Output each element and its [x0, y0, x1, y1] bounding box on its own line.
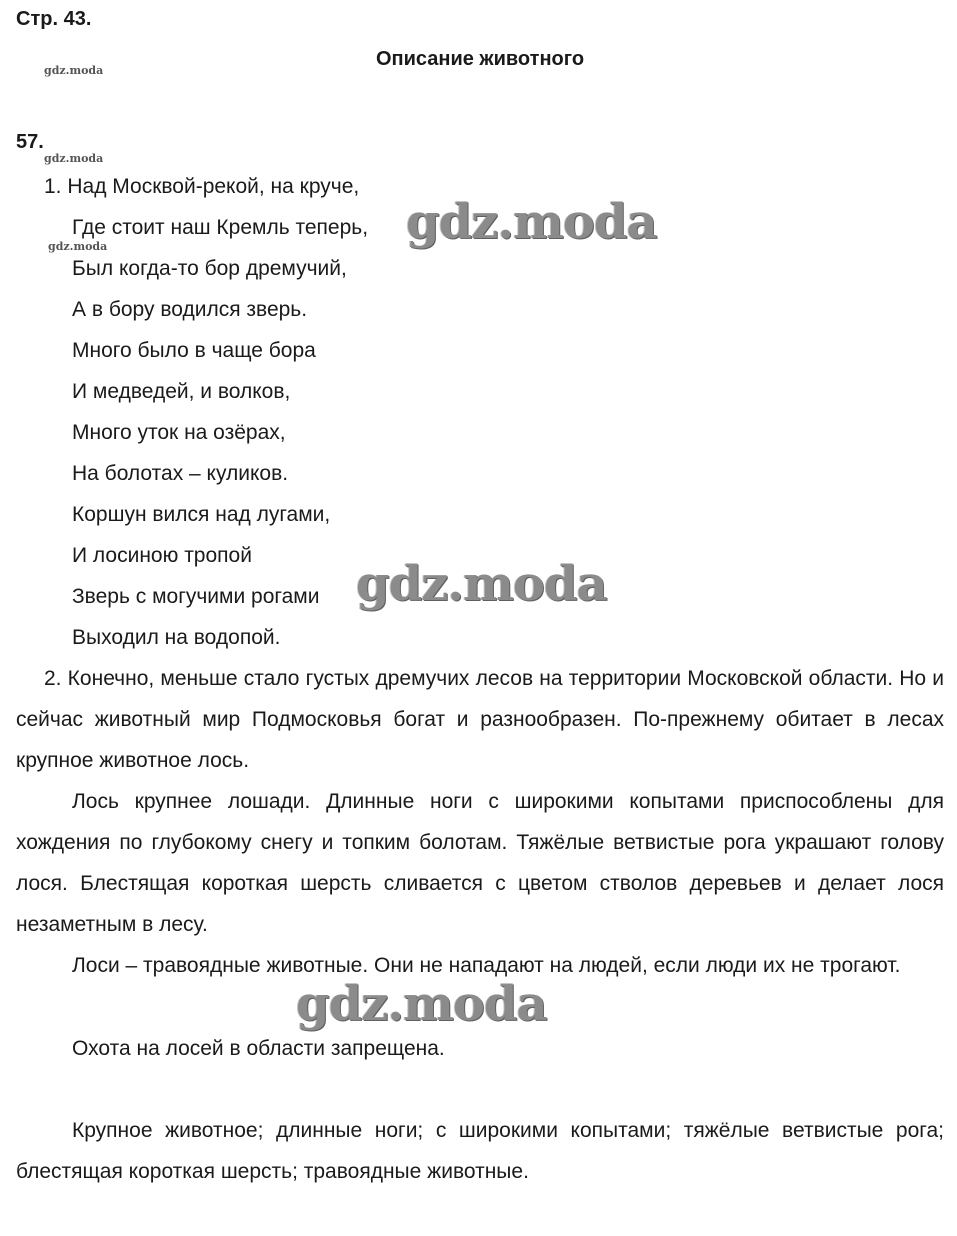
answer-summary: Крупное животное; длинные ноги; с широкими копытами; тяжёлые ветвистые рога; блестящая короткая шерсть; травоядные животные.	[16, 1119, 944, 1183]
watermark-small: gdz.moda	[44, 64, 104, 77]
watermark-small: gdz.moda	[44, 152, 104, 165]
poem-line: Много было в чаще бора	[72, 339, 316, 362]
poem-line: Был когда-то бор дремучий,	[72, 257, 347, 280]
paragraph: Лось крупнее лошади. Длинные ноги с широкими копытами приспособлены для хождения по глубокому снегу и топким болотам. Тяжёлые ветвистые рога украшают голову лося. Блестящая короткая шерсть сливается с цветом стволов деревьев и делает лося незаметным в лесу.	[16, 790, 944, 936]
page-reference: Стр. 43.	[16, 8, 92, 30]
poem-line: Где стоит наш Кремль теперь,	[72, 216, 369, 239]
poem-line: На болотах – куликов.	[72, 462, 289, 485]
poem-line: Коршун вился над лугами,	[72, 503, 331, 526]
paragraph: Охота на лосей в области запрещена.	[72, 1037, 445, 1060]
poem-line: И медведей, и волков,	[72, 380, 291, 403]
paragraph: Лоси – травоядные животные. Они не нападают на людей, если люди их не трогают.	[72, 954, 901, 977]
poem-line: Выходил на водопой.	[72, 626, 281, 649]
watermark-large: gdz.moda	[406, 194, 657, 250]
paragraph: 2. Конечно, меньше стало густых дремучих лесов на территории Московской области. Но и сейчас животный мир Подмосковья богат и разнообразен. По-прежнему обитает в лесах крупное животное лось.	[16, 667, 944, 772]
poem-line: 1. Над Москвой-рекой, на круче,	[44, 175, 360, 198]
poem-line: А в бору водился зверь.	[72, 298, 308, 321]
watermark-large: gdz.moda	[296, 976, 547, 1032]
watermark-small: gdz.moda	[48, 240, 108, 253]
page-title: Описание животного	[375, 48, 585, 70]
poem-line: Много уток на озёрах,	[72, 421, 286, 444]
task-number: 57.	[16, 131, 44, 153]
poem-line: И лосиною тропой	[72, 544, 252, 567]
poem-line: Зверь с могучими рогами	[72, 585, 320, 608]
watermark-large: gdz.moda	[356, 556, 607, 612]
